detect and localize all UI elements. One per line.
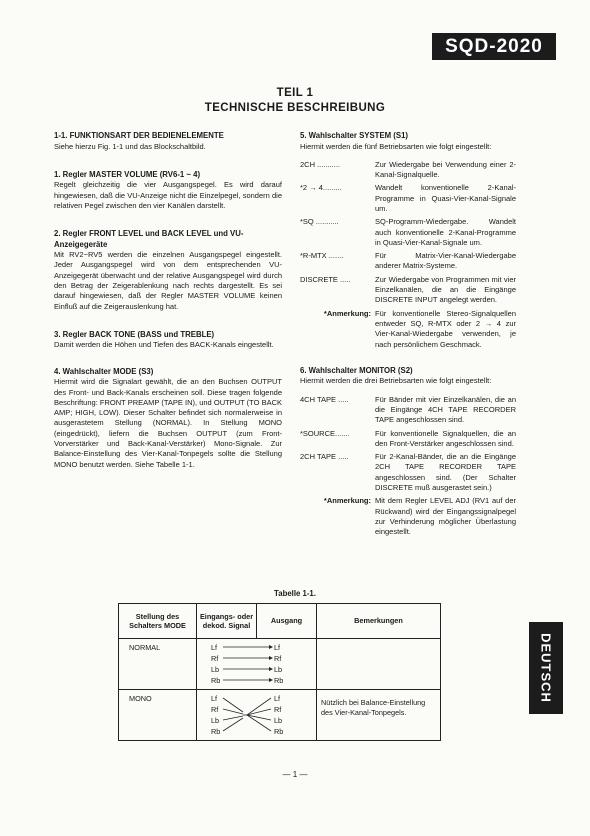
- part-heading: TEIL 1: [276, 87, 314, 99]
- definition-item: *SQ ........... SQ-Programm-Wiedergabe. Wandelt auch konventionelle 2-Kanal-Programme in Quasi-Vier-Kanal-Signale um.: [300, 217, 516, 247]
- output-signal: Lf: [274, 643, 281, 652]
- definition-item: 2CH ........... Zur Wiedergabe bei Verwendung einer 2-Kanal-Signalquelle.: [300, 159, 516, 180]
- input-signal: Rf: [211, 654, 219, 663]
- table-header-row: [119, 604, 441, 639]
- normal-signal-diagram: [197, 639, 316, 689]
- mode-cell: NORMAL: [119, 639, 197, 690]
- note-item: *Anmerkung: Mit dem Regler LEVEL ADJ (RV1 auf der Rückwand) wird der Eingangssignalpegel zur Verhinderung möglicher Überlastung eingestellt.: [323, 496, 516, 537]
- section-heading: 4. Wahlschalter MODE (S3): [54, 366, 154, 376]
- output-signal: Rb: [274, 676, 284, 685]
- definition-item: 2CH TAPE ..... Für 2-Kanal-Bänder, die an die Eingänge 2CH TAPE RECORDER TAPE angeschlossen sind. (Der Schalter DISCRETE muß ausgerastet sein.): [300, 452, 516, 493]
- section-text: Siehe hierzu Fig. 1-1 und das Blockschaltbild.: [54, 141, 206, 151]
- section-heading: 3. Regler BACK TONE (BASS und TREBLE): [54, 329, 215, 339]
- mode-table: [118, 603, 441, 741]
- definition-list: [300, 160, 516, 350]
- mode-cell: MONO: [119, 690, 197, 741]
- note-item: *Anmerkung: Für konventionelle Stereo-Signalquellen entweder SQ, R-MTX oder 2 → 4 zur Vier-Kanal-Wiedergabe verwenden, je nach persönlichem Geschmack.: [323, 308, 516, 349]
- input-signal: Lb: [211, 665, 220, 674]
- table-header: Eingangs- oder dekod. Signal: [197, 604, 257, 639]
- table-header: Ausgang: [257, 604, 317, 639]
- page-title: TECHNISCHE BESCHREIBUNG: [204, 102, 386, 114]
- section-heading: 2. Regler FRONT LEVEL und BACK LEVEL und VU-Anzeigegeräte: [54, 229, 244, 249]
- table-title: Tabelle 1-1.: [274, 589, 316, 598]
- section-text: Mit RV2~RV5 werden die einzelnen Ausgangspegel eingestellt. Jeder Ausgangspegel wird von dem entsprechenden VU-Anzeigegerät überwacht und der relative Ausgangspegel wird durch den Betrag der Zeigerablenkung nach rechts dargestellt. Es sei darauf hingewiesen, daß der Regler MASTER VOLUME keinen Einfluß auf die Zeigerauslenkung hat.: [54, 250, 282, 311]
- section-heading: 5. Wahlschalter SYSTEM (S1): [300, 131, 409, 140]
- section-text: Regelt gleichzeitig die vier Ausgangspegel. Es wird darauf hingewiesen, daß die VU-Anzeige nicht die Einzelpegel, sondern die relativen Pegel zwischen den vier Kanälen darstellt.: [54, 180, 282, 210]
- remarks-cell: Nützlich bei Balance-Einstellung des Vier-Kanal-Tonpegels.: [317, 690, 441, 741]
- table-header: Bemerkungen: [317, 604, 441, 639]
- table-row: [119, 690, 441, 741]
- input-signal: Lf: [211, 694, 218, 703]
- section-heading: 1-1. FUNKTIONSART DER BEDIENELEMENTE: [54, 131, 224, 140]
- left-column: [54, 131, 282, 470]
- output-signal: Rf: [274, 654, 282, 663]
- input-signal: Rb: [211, 727, 221, 736]
- definition-item: 4CH TAPE ..... Für Bänder mit vier Einzelkanälen, die an die Eingänge 4CH TAPE RECORDER TAPE angeschlossen sind.: [300, 394, 516, 425]
- output-signal: Lb: [274, 665, 283, 674]
- section-intro: Hiermit werden die fünf Betriebsarten wie folgt eingestellt:: [300, 141, 492, 151]
- section-intro: Hiermit werden die drei Betriebsarten wie folgt eingestellt:: [300, 376, 492, 386]
- signal-cell: [197, 690, 317, 741]
- signal-cell: [197, 639, 317, 690]
- output-signal: Lf: [274, 694, 281, 703]
- brand-badge: SQD-2020: [432, 33, 556, 60]
- mono-signal-diagram: [197, 690, 316, 740]
- remarks-cell: [317, 639, 441, 690]
- language-label: DEUTSCH: [538, 633, 554, 703]
- section-heading: 6. Wahlschalter MONITOR (S2): [300, 365, 413, 375]
- page-number: — 1 —: [282, 770, 308, 779]
- language-tab: [529, 622, 563, 714]
- output-signal: Lb: [274, 716, 283, 725]
- definition-item: *2 → 4......... Wandelt konventionelle 2-Kanal-Programme in Quasi-Vier-Kanal-Signale um.: [300, 183, 516, 213]
- section-text: Hiermit wird die Signalart gewählt, die an den Buchsen OUTPUT des Front- und Back-Kanals erscheinen soll. Diese tragen folgende Beschriftung: FRONT PREAMP (TAPE IN), und OUTPUT (TO BACK AMP; HIGH, LOW). Dieser Schalter befindet sich normalerweise in ausgerastetem Stellung (NORMAL). In Stellung MONO (eingedrückt), liefern die Buchsen OUTPUT (zum Front-Vorverstärker und Back-Kanal-Verstärker) Mono-Signale. Zur Balance-Einstellung des Vier-Kanal-Tonpegels sollte die Stellung MONO benutzt werden. Siehe Tabelle 1-1.: [54, 377, 282, 469]
- table-row: [119, 639, 441, 690]
- input-signal: Rb: [211, 676, 221, 685]
- section-text: Damit werden die Höhen und Tiefen des BACK-Kanals eingestellt.: [54, 340, 274, 350]
- definition-item: DISCRETE ..... Zur Wiedergabe von Programmen mit vier Einzelkanälen, die an die Eingänge DISCRETE INPUT angelegt werden.: [300, 274, 516, 305]
- definition-item: *R-MTX ....... Für Matrix-Vier-Kanal-Wiedergabe anderer Matrix-Systeme.: [300, 251, 516, 271]
- table-header: Stellung des Schalters MODE: [119, 604, 197, 639]
- output-signal: Rb: [274, 727, 284, 736]
- input-signal: Rf: [211, 705, 219, 714]
- output-signal: Rf: [274, 705, 282, 714]
- input-signal: Lf: [211, 643, 218, 652]
- definition-item: *SOURCE....... Für konventionelle Signalquellen, die an den Front-Verstärker angeschlossen sind.: [300, 428, 516, 448]
- definition-list: [300, 395, 516, 538]
- input-signal: Lb: [211, 716, 220, 725]
- section-heading: 1. Regler MASTER VOLUME (RV6-1 ~ 4): [54, 169, 201, 179]
- right-column: [300, 131, 516, 538]
